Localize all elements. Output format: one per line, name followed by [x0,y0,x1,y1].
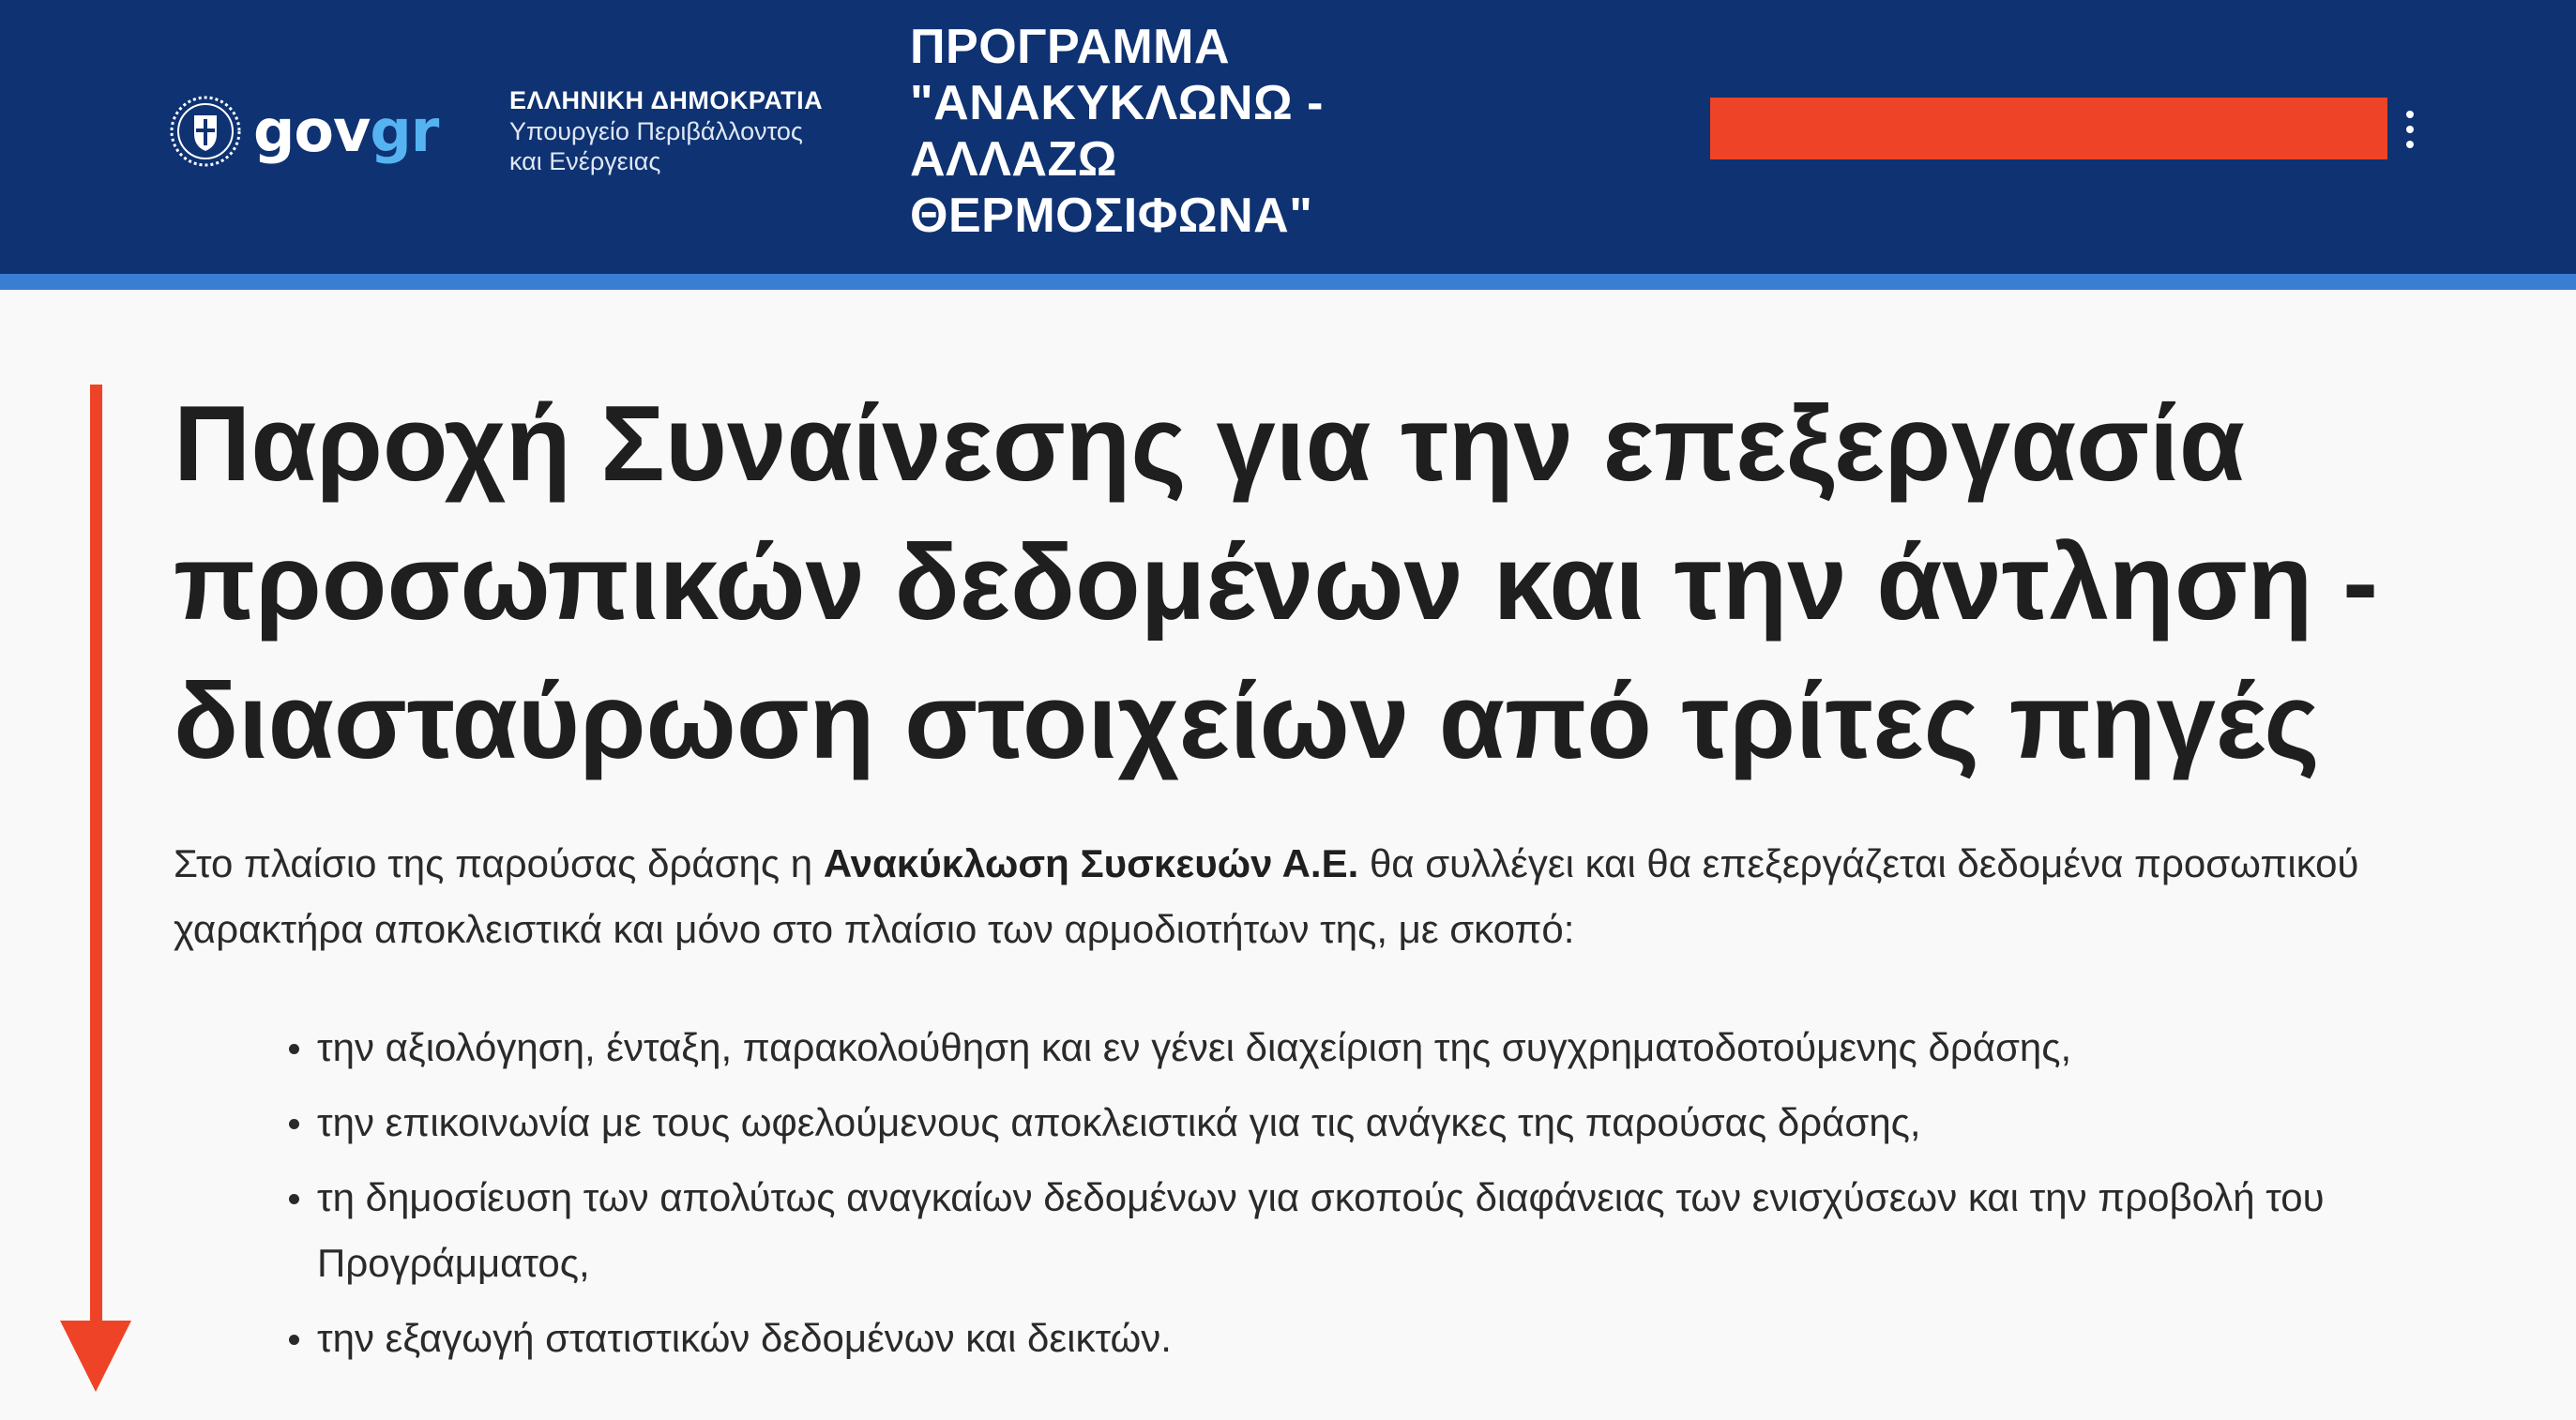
company-name: Ανακύκλωση Συσκευών Α.Ε. [823,841,1359,885]
intro-text-before: Στο πλαίσιο της παρούσας δράσης η [174,841,824,885]
intro-paragraph [174,831,2444,962]
intro-text-after: θα συλλέγει και θα επεξεργάζεται δεδομένα προσωπικού χαρακτήρα αποκλειστικά και μόνο στο πλαίσιο των αρμοδιοτήτων της, με σκοπό: [174,841,2359,951]
list-item: την αξιολόγηση, ένταξη, παρακολούθηση και εν γένει διαχείριση της συγχρηματοδοτούμενης δράσης, [317,1015,2437,1080]
brand-gr: gr [370,97,439,165]
ministry-name-line1: Υπουργείο Περιβάλλοντος [509,117,803,145]
down-arrow-icon [58,385,133,1397]
govgr-wordmark [253,97,439,165]
govgr-logo[interactable] [169,92,438,171]
header-accent-stripe [0,274,2576,290]
ministry-name-line2: και Ενέργειας [509,147,661,175]
redacted-user-info [1710,98,2387,159]
site-header [0,0,2576,274]
ministry-info [509,84,823,176]
page-title: Παροχή Συναίνεσης για την επεξεργασία προσωπικών δεδομένων και την άντληση - διασταύρωση στοιχείων από τρίτες πηγές [174,385,2379,781]
list-item: τη δημοσίευση των απολύτως αναγκαίων δεδομένων για σκοπούς διαφάνειας των ενισχύσεων και την προβολή του Προγράμματος, [317,1165,2437,1296]
purpose-list [317,1015,2437,1381]
kebab-menu-icon[interactable] [2392,101,2426,158]
list-item: την επικοινωνία με τους ωφελούμενους αποκλειστικά για τις ανάγκες της παρούσας δράσης, [317,1090,2437,1156]
list-item: την εξαγωγή στατιστικών δεδομένων και δεικτών. [317,1306,2437,1371]
program-title[interactable]: ΠΡΟΓΡΑΜΜΑ "ΑΝΑΚΥΚΛΩΝΩ - ΑΛΛΑΖΩ ΘΕΡΜΟΣΙΦΩΝΑ" [910,20,1324,243]
greek-coat-of-arms-icon [169,95,242,168]
brand-gov: gov [253,97,371,165]
country-name: ΕΛΛΗΝΙΚΗ ΔΗΜΟΚΡΑΤΙΑ [509,86,824,114]
